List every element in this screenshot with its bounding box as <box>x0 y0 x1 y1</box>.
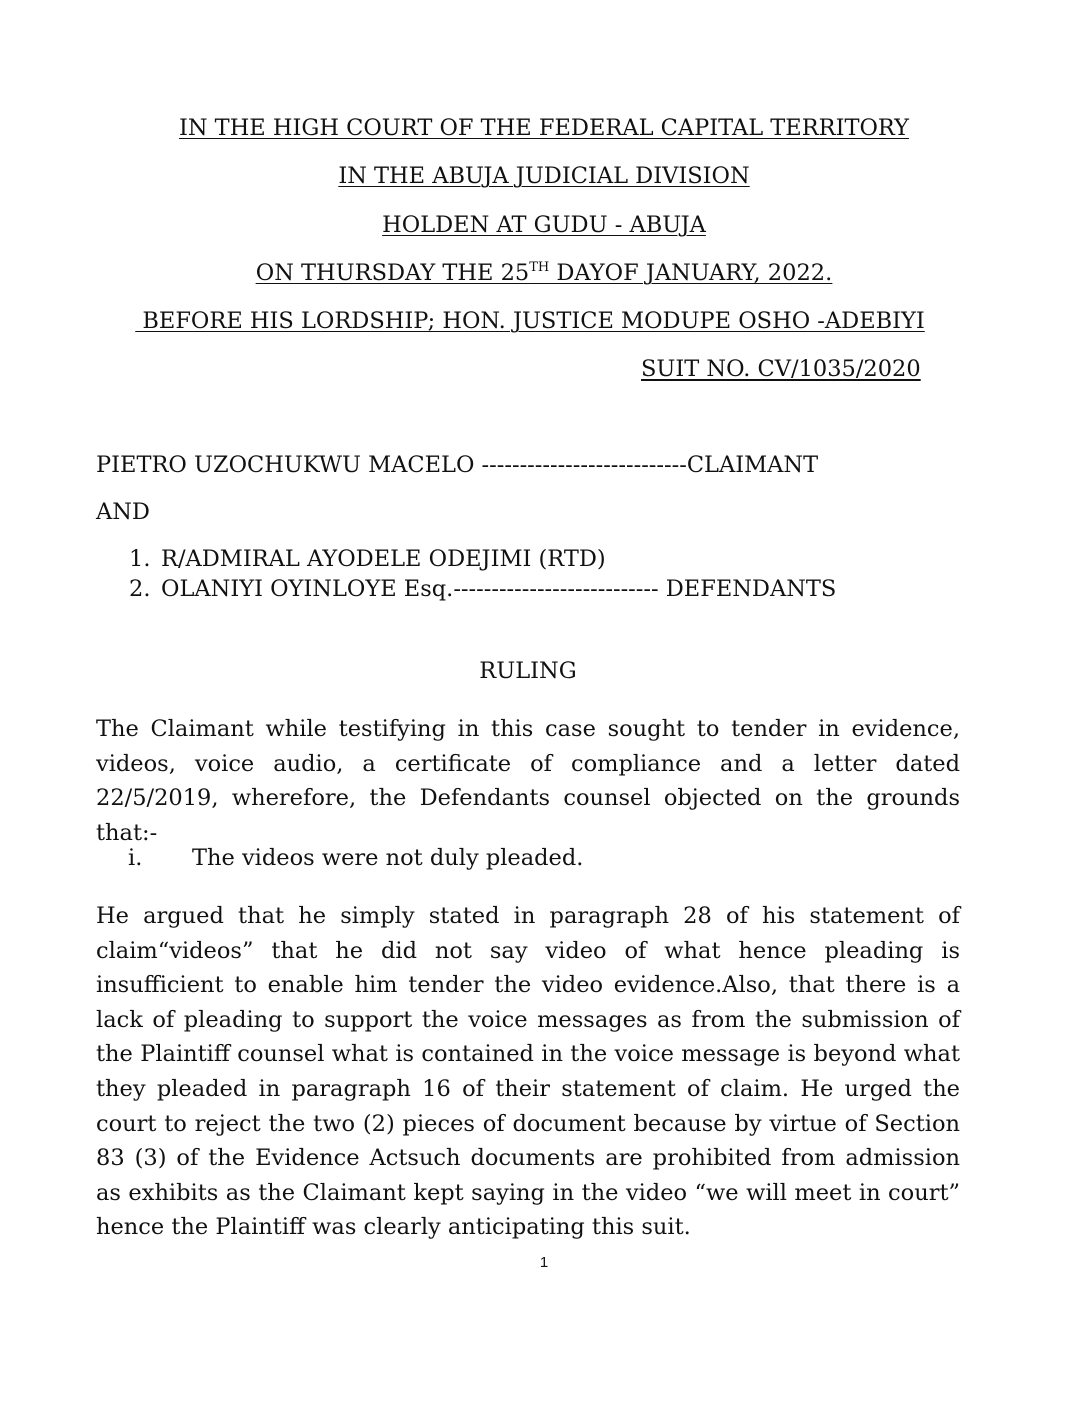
defendant-item <box>129 544 606 574</box>
date-heading-text <box>256 260 832 286</box>
body-paragraph: He argued that he simply stated in paragraph 28 of his statement of claim“videos” that he did not say video of what hence pleading is insufficient to enable him tender the video evidence.Also, that there is a lack of pleading to support the voice messages as from the submission of the Plaintiff counsel what is contained in the voice message is beyond what they pleaded in paragraph 16 of their statement of claim. He urged the court to reject the two (2) pieces of document because by virtue of Section 83 (3) of the Evidence Actsuch documents are prohibited from admission as exhibits as the Claimant kept saying in the video “we will meet in court” hence the Plaintiff was clearly anticipating this suit. <box>96 903 960 1241</box>
date-prefix: ON THURSDAY THE 25 <box>255 260 530 286</box>
and-separator: AND <box>96 499 150 525</box>
date-ordinal-suffix: TH <box>529 260 550 275</box>
division-heading-text: IN THE ABUJA JUDICIAL DIVISION <box>338 163 750 189</box>
ground-text: The videos were not duly pleaded. <box>192 845 584 871</box>
division-heading <box>0 161 1088 191</box>
ruling-title: RULING <box>479 658 577 684</box>
defendant-number: 1. <box>129 546 151 572</box>
suit-number: SUIT NO. CV/1035/2020 <box>641 356 921 382</box>
court-heading-text: IN THE HIGH COURT OF THE FEDERAL CAPITAL TERRITORY <box>178 115 910 141</box>
body-paragraph: The Claimant while testifying in this case sought to tender in evidence, videos, voice audio, a certificate of compliance and a letter dated 22/5/2019, wherefore, the Defendants counsel objected on the grounds that:- <box>96 716 960 846</box>
judge-heading-text: BEFORE HIS LORDSHIP; HON. JUSTICE MODUPE OSHO -ADEBIYI <box>135 308 925 334</box>
date-heading <box>0 258 1088 288</box>
ground-item <box>128 843 584 873</box>
judge-heading <box>0 306 1074 336</box>
venue-heading-text: HOLDEN AT GUDU - ABUJA <box>382 212 706 238</box>
defendant-name: R/ADMIRAL AYODELE ODEJIMI (RTD) <box>161 546 606 572</box>
ground-number: i. <box>128 845 143 871</box>
claimant-line: PIETRO UZOCHUKWU MACELO ---------------------------CLAIMANT <box>96 452 819 478</box>
defendant-number: 2. <box>129 576 151 602</box>
court-heading <box>0 113 1088 143</box>
venue-heading <box>0 210 1088 240</box>
defendant-item <box>129 574 837 604</box>
date-suffix: DAYOF JANUARY, 2022. <box>549 260 833 286</box>
defendant-name: OLANIYI OYINLOYE Esq.--------------------------- DEFENDANTS <box>161 576 837 602</box>
page-number: 1 <box>539 1254 549 1271</box>
